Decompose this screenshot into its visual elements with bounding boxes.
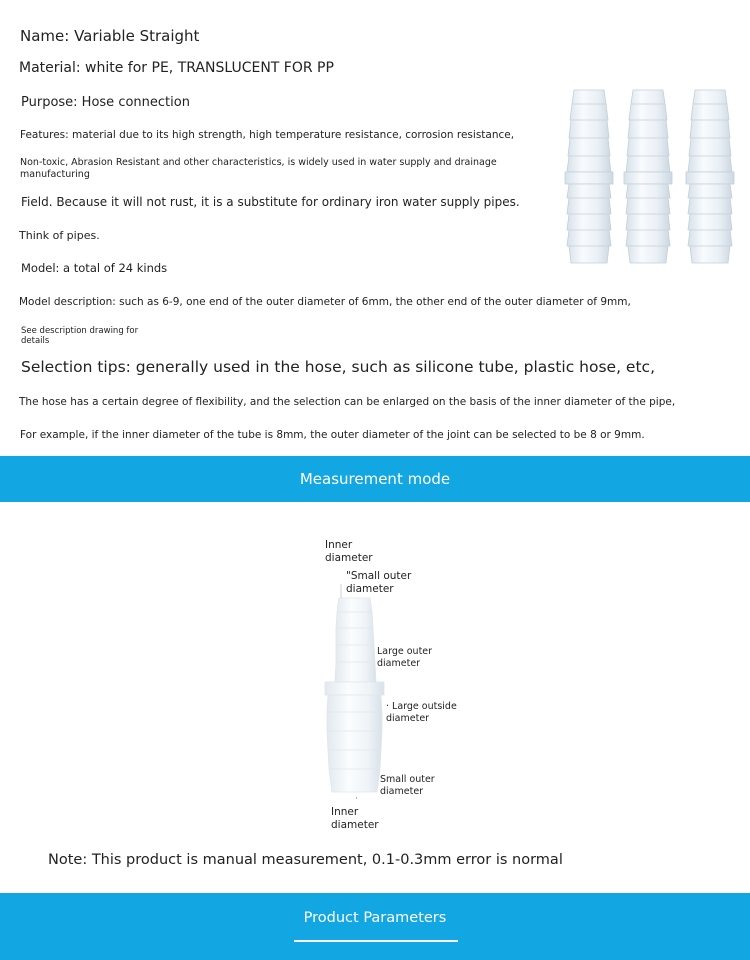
label-large-outside-diameter	[386, 701, 457, 724]
label-small-outer-bottom-line2: diameter	[380, 785, 424, 797]
product-think-pipes: Think of pipes.	[19, 229, 100, 242]
label-small-outer-diameter-top	[346, 570, 411, 596]
label-large-outer-line2: diameter	[377, 657, 421, 669]
product-features-continued: Non-toxic, Abrasion Resistant and other characteristics, is widely used in water supply and drainage	[20, 157, 497, 168]
product-parameters-underline	[294, 940, 458, 942]
product-model-description: Model description: such as 6-9, one end of the outer diameter of 6mm, the other end of the outer diameter of 9mm,	[19, 296, 631, 308]
product-purpose: Purpose: Hose connection	[21, 95, 190, 110]
selection-example: For example, if the inner diameter of the tube is 8mm, the outer diameter of the joint can be selected to be 8 or 9mm.	[20, 429, 645, 441]
label-small-outer-top-line2: diameter	[346, 582, 394, 595]
label-small-outer-top-line1: "Small outer	[346, 570, 412, 582]
hose-flexibility: The hose has a certain degree of flexibility, and the selection can be enlarged on the basis of the inner diameter of the pipe,	[19, 396, 676, 408]
label-inner-diameter-top-line2: diameter	[325, 551, 373, 564]
measurement-mode-title: Measurement mode	[299, 470, 451, 488]
selection-tips: Selection tips: generally used in the hose, such as silicone tube, plastic hose, etc,	[21, 358, 655, 376]
product-model: Model: a total of 24 kinds	[21, 261, 168, 275]
label-small-outer-bottom-line1: Small outer	[380, 774, 435, 785]
see-description-note: See description drawing for	[21, 326, 139, 336]
label-large-outer-line1: Large outer	[377, 646, 433, 657]
product-material: Material: white for PE, TRANSLUCENT FOR PP	[19, 60, 334, 76]
label-inner-diameter-bottom-line1: Inner	[331, 806, 359, 818]
label-large-outside-line1: · Large outside	[386, 701, 457, 712]
label-inner-diameter-bottom-line2: diameter	[331, 818, 379, 831]
product-parameters-title: Product Parameters	[303, 910, 447, 926]
product-features-continued-2: manufacturing	[20, 169, 90, 180]
product-features: Features: material due to its high strength, high temperature resistance, corrosion resistance,	[20, 129, 515, 141]
label-large-outside-line2: diameter	[386, 712, 430, 724]
measurement-note: Note: This product is manual measurement, 0.1-0.3mm error is normal	[48, 852, 563, 868]
product-field: Field. Because it will not rust, it is a substitute for ordinary iron water supply pipes.	[21, 195, 520, 209]
product-parameters-banner	[0, 893, 750, 960]
label-inner-diameter-bottom	[331, 806, 379, 832]
see-description-note-2: details	[21, 336, 50, 346]
label-small-outer-diameter-bottom	[380, 774, 435, 797]
label-inner-diameter-top-line1: Inner	[325, 539, 353, 551]
label-inner-diameter-top	[325, 539, 373, 565]
label-large-outer-diameter	[377, 646, 432, 669]
product-name: Name: Variable Straight	[20, 27, 200, 45]
